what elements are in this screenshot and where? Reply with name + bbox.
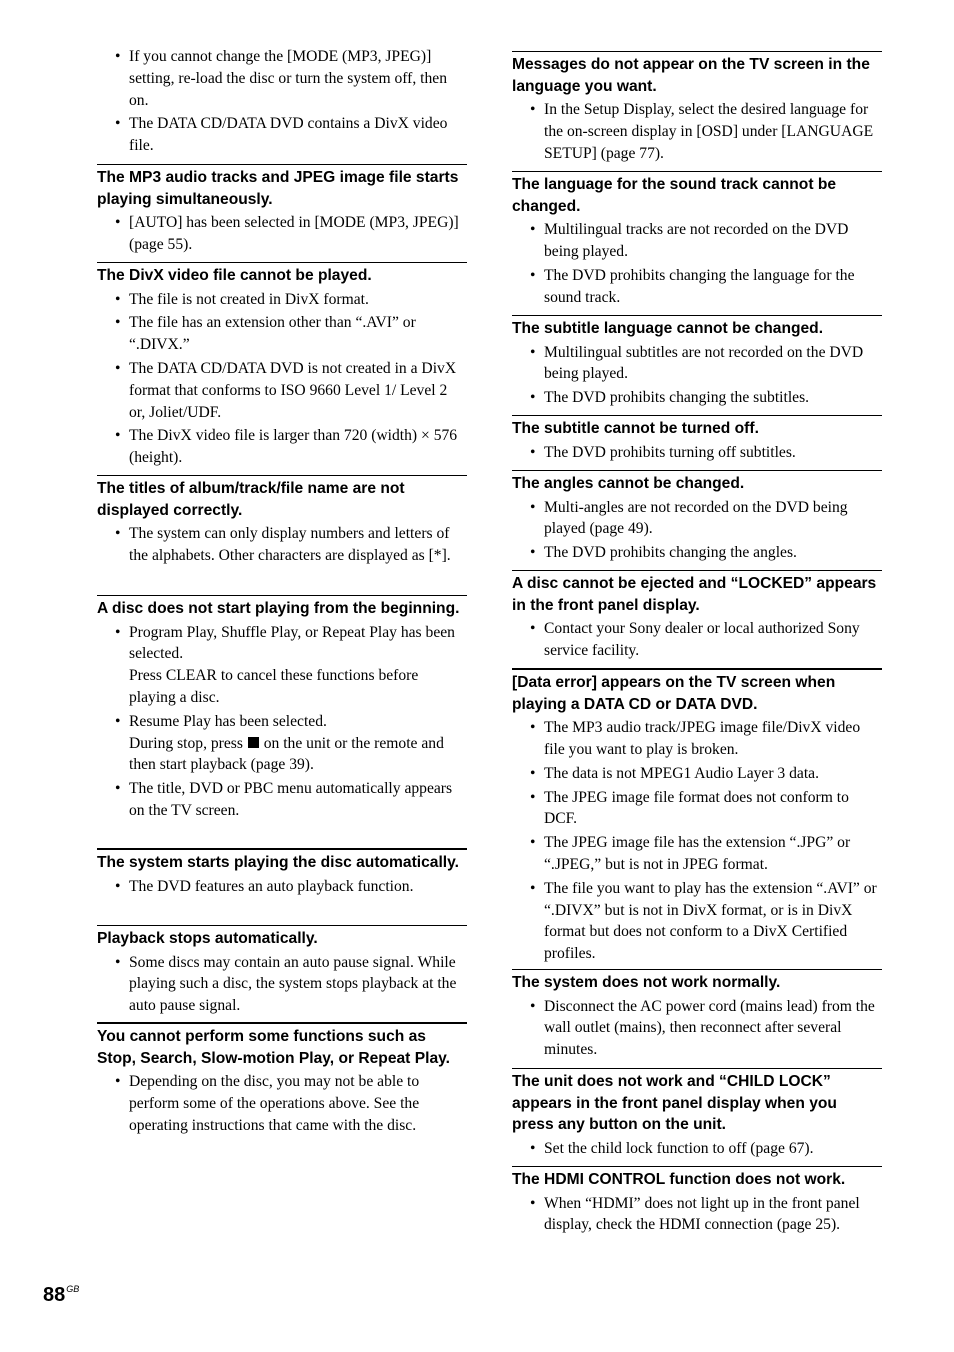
bullet-list — [512, 1193, 882, 1237]
bullet-list — [512, 442, 882, 464]
section-subtitle-language — [512, 315, 882, 409]
bullet-list — [97, 212, 467, 256]
list-item: • The file has an extension other than “.AVI” or “.DIVX.” — [115, 314, 416, 354]
list-item: • Depending on the disc, you may not be able to perform some of the operations above. See the operating instructions that came with the disc. — [115, 1073, 420, 1134]
section-playback-stops — [97, 925, 467, 1017]
section-not-working — [512, 969, 882, 1061]
stop-instruction: During stop, press on the unit or the remote and then start playback (page 39). — [129, 734, 444, 774]
bullet-list — [512, 618, 882, 662]
section-sound-track-language — [512, 171, 882, 308]
section-subtitle-off — [512, 415, 882, 463]
list-item: • Multilingual tracks are not recorded on the DVD being played. — [530, 221, 849, 260]
section-heading: Playback stops automatically. — [97, 930, 318, 947]
bullet-list — [512, 342, 882, 409]
list-item: • In the Setup Display, select the desired language for the on-screen display in [OSD] under [LANGUAGE SETUP] (page 77). — [530, 101, 874, 162]
list-item: • The JPEG image file format does not conform to DCF. — [530, 788, 849, 828]
bullet-list — [512, 717, 882, 965]
list-item: • The DVD prohibits changing the angles. — [530, 544, 797, 562]
section-disc-locked — [512, 570, 882, 662]
bullet-list — [512, 1138, 882, 1160]
section-heading: The subtitle cannot be turned off. — [512, 420, 759, 437]
list-item: • The DVD features an auto playback function. — [115, 877, 414, 895]
section-heading: Messages do not appear on the TV screen in the language you want. — [512, 56, 870, 95]
section-titles-display — [97, 475, 467, 567]
section-heading: The angles cannot be changed. — [512, 475, 745, 492]
bullet-list — [97, 1071, 467, 1136]
section-messages-language — [512, 51, 882, 165]
section-heading: The system starts playing the disc automatically. — [97, 854, 459, 871]
section-heading: A disc cannot be ejected and “LOCKED” appears in the front panel display. — [512, 575, 877, 614]
bullet-list — [512, 996, 882, 1061]
list-item: • Multilingual subtitles are not recorded on the DVD being played. — [530, 343, 864, 383]
section-child-lock — [512, 1068, 882, 1160]
list-item: • Contact your Sony dealer or local authorized Sony service facility. — [530, 620, 860, 659]
section-heading: The system does not work normally. — [512, 974, 781, 991]
list-item: • The DVD prohibits changing the subtitles. — [530, 389, 810, 407]
list-item: • The file you want to play has the extension “.AVI” or “.DIVX” but is not in DivX format, or is in DivX format but does not conform to a DivX Certified profiles. — [530, 879, 877, 963]
section-functions-unavailable — [97, 1022, 467, 1137]
region-code: GB — [66, 1284, 80, 1294]
section-auto-start — [97, 848, 467, 897]
list-item: • Resume Play has been selected. During stop, press on the unit or the remote and then start playback (page 39). — [97, 711, 467, 776]
section-disc-not-from-beginning — [97, 595, 467, 822]
section-mode-tips — [97, 44, 467, 157]
section-divx-cannot-play — [97, 262, 467, 469]
list-item: • The file is not created in DivX format. — [115, 290, 369, 308]
list-item: • The title, DVD or PBC menu automatically appears on the TV screen. — [115, 780, 453, 819]
list-item: • The DATA CD/DATA DVD contains a DivX video file. — [115, 115, 448, 155]
section-heading: The unit does not work and “CHILD LOCK” appears in the front panel display when you press any button on the unit. — [512, 1073, 837, 1134]
list-item: • If you cannot change the [MODE (MP3, JPEG)] setting, re-load the disc or turn the system off, then on. — [115, 48, 448, 109]
list-item: • The system can only display numbers and letters of the alphabets. Other characters are displayed as [*]. — [115, 525, 451, 564]
section-data-error — [512, 668, 882, 965]
list-item: • When “HDMI” does not light up in the front panel display, check the HDMI connection (page 25). — [530, 1194, 860, 1234]
bullet-list — [97, 523, 467, 567]
section-mp3-jpeg — [97, 164, 467, 256]
list-item: • Multi-angles are not recorded on the DVD being played (page 49). — [530, 498, 848, 538]
list-item: • The DATA CD/DATA DVD is not created in a DivX format that conforms to ISO 9660 Level 1/ Level 2 or, Joliet/UDF. — [115, 359, 457, 421]
section-heading: You cannot perform some functions such as Stop, Search, Slow-motion Play, or Repeat Play. — [97, 1028, 450, 1067]
bullet-list — [97, 876, 467, 898]
list-item: • The DivX video file is larger than 720 (width) × 576 (height). — [115, 427, 458, 467]
section-heading: The subtitle language cannot be changed. — [512, 320, 824, 337]
list-item: • The DVD prohibits turning off subtitles. — [530, 443, 796, 461]
bullet-list — [97, 622, 467, 822]
section-angles — [512, 470, 882, 564]
section-hdmi-control — [512, 1166, 882, 1236]
list-item: • The DVD prohibits changing the language for the sound track. — [530, 266, 855, 306]
list-item: • The data is not MPEG1 Audio Layer 3 data. — [530, 764, 819, 782]
bullet-list — [512, 99, 882, 164]
section-heading: The MP3 audio tracks and JPEG image file starts playing simultaneously. — [97, 169, 459, 208]
section-heading: The DivX video file cannot be played. — [97, 267, 372, 284]
bullet-list — [97, 46, 467, 157]
list-item: • [AUTO] has been selected in [MODE (MP3, JPEG)] (page 55). — [115, 214, 459, 253]
list-item: • Disconnect the AC power cord (mains lead) from the wall outlet (mains), then reconnect after several minutes. — [530, 997, 875, 1059]
section-heading: The language for the sound track cannot be changed. — [512, 176, 837, 215]
list-item: • Set the child lock function to off (page 67). — [530, 1139, 814, 1157]
bullet-list — [97, 952, 467, 1017]
stop-icon — [248, 737, 259, 748]
list-item: • The MP3 audio track/JPEG image file/DivX video file you want to play is broken. — [530, 719, 861, 758]
section-heading: A disc does not start playing from the beginning. — [97, 600, 460, 617]
list-item: • Program Play, Shuffle Play, or Repeat Play has been selected. Press CLEAR to cancel these functions before playing a disc. — [115, 623, 455, 706]
section-heading: The titles of album/track/file name are not displayed correctly. — [97, 480, 405, 519]
bullet-list — [97, 289, 467, 469]
bullet-list — [512, 497, 882, 564]
list-item: • The JPEG image file has the extension “.JPG” or “.JPEG,” but is not in JPEG format. — [530, 834, 851, 873]
list-item: • Some discs may contain an auto pause signal. While playing such a disc, the system stops playback at the auto pause signal. — [115, 953, 457, 1015]
bullet-list — [512, 219, 882, 308]
section-heading: [Data error] appears on the TV screen when playing a DATA CD or DATA DVD. — [512, 674, 836, 713]
page-number: $88^{GB}$ — [43, 1284, 80, 1306]
section-heading: The HDMI CONTROL function does not work. — [512, 1171, 846, 1188]
